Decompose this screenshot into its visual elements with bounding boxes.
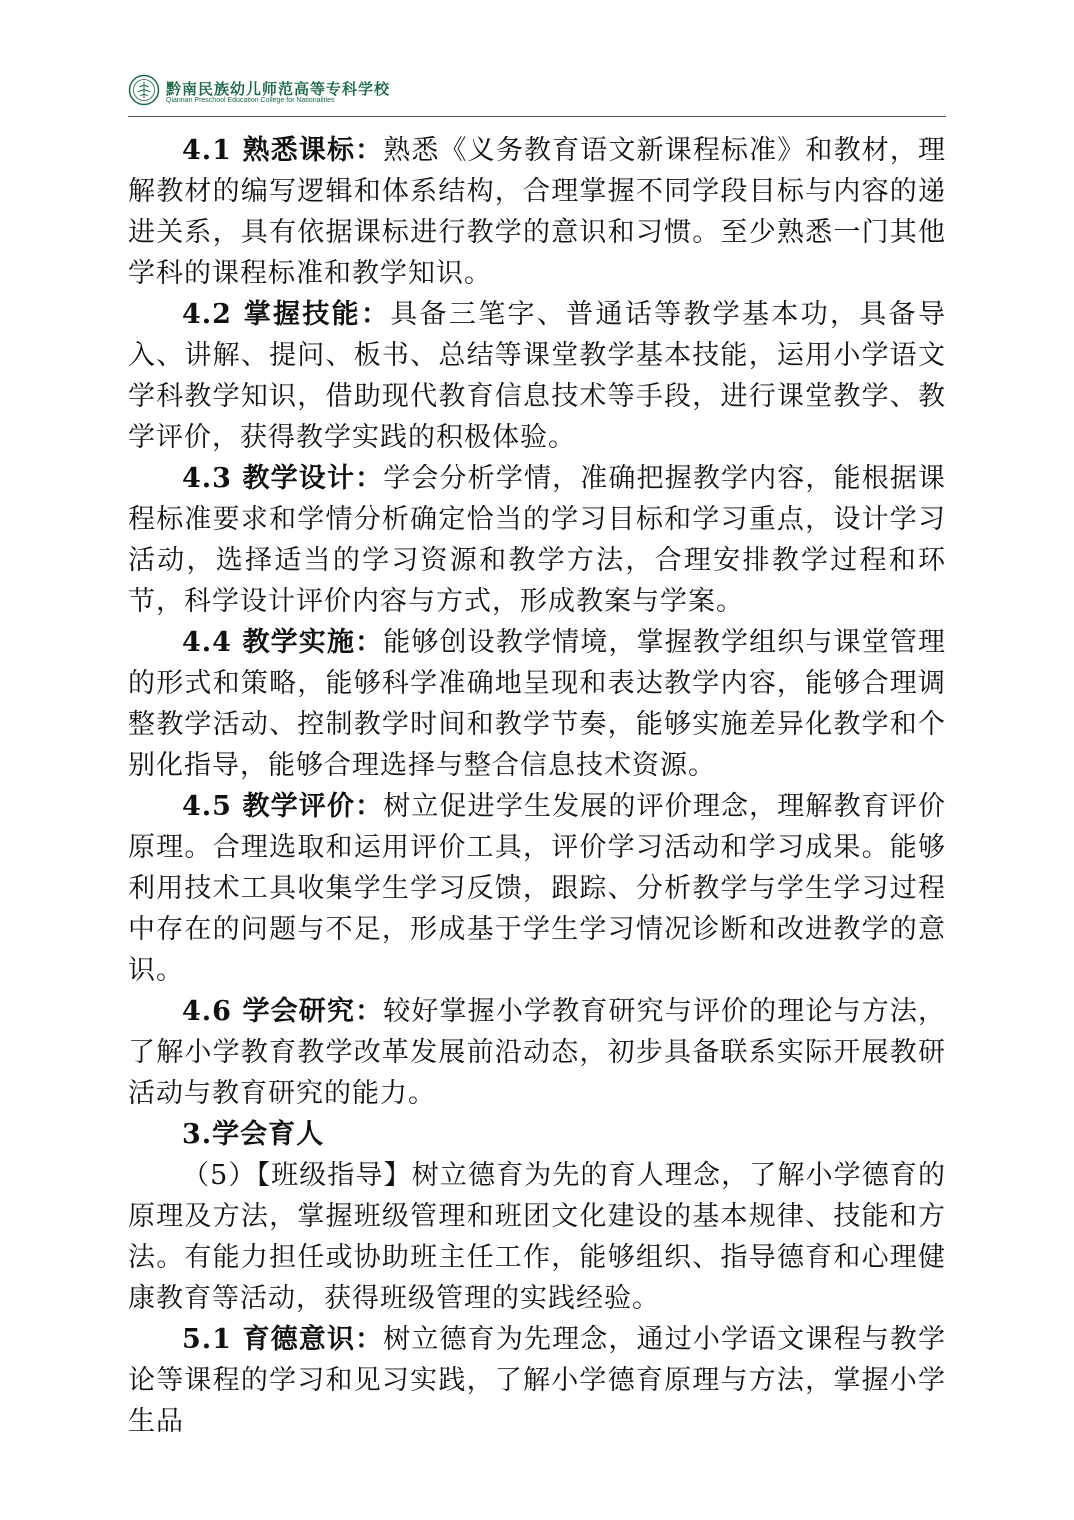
paragraph-text: 能够创设教学情境，掌握教学组织与课堂管理的形式和策略，能够科学准确地呈现和表达教学内容，能够合理调整教学活动、控制教学时间和教学节奏，能够实施差异化教学和个别化指导，能够合理选择与整合信息技术资源。 — [128, 627, 947, 781]
paragraph-heading: 4.4 教学实施： — [182, 627, 384, 658]
paragraph-text: 树立促进学生发展的评价理念，理解教育评价原理。合理选取和运用评价工具，评价学习活动和学习成果。能够利用技术工具收集学生学习反馈，跟踪、分析教学与学生学习过程中存在的问题与不足，形成基于学生学习情况诊断和改进教学的意识。 — [128, 791, 947, 986]
document-body — [128, 130, 946, 1442]
paragraph-heading: 4.6 学会研究： — [182, 996, 384, 1027]
page-header — [128, 70, 946, 117]
paragraph-heading: 4.5 教学评价： — [182, 791, 384, 822]
paragraph — [128, 991, 946, 1114]
school-name-cn: 黔南民族幼儿师范高等专科学校 — [166, 80, 391, 98]
paragraph — [128, 130, 946, 294]
paragraph-heading: 4.1 熟悉课标： — [182, 135, 384, 166]
paragraph-text: 较好掌握小学教育研究与评价的理论与方法，了解小学教育教学改革发展前沿动态，初步具备联系实际开展教研活动与教育研究的能力。 — [128, 996, 947, 1109]
paragraph-heading: 4.3 教学设计： — [182, 463, 384, 494]
paragraph — [128, 1155, 946, 1319]
paragraph-heading: 4.2 掌握技能： — [182, 299, 391, 330]
paragraph-heading: 5.1 育德意识： — [182, 1324, 384, 1355]
paragraph — [128, 458, 946, 622]
school-name-en: Qiannan Preschool Education College for Nationalities — [166, 97, 335, 104]
paragraph — [128, 294, 946, 458]
paragraph-text: （5）【班级指导】树立德育为先的育人理念，了解小学德育的原理及方法，掌握班级管理和班团文化建设的基本规律、技能和方法。有能力担任或协助班主任工作，能够组织、指导德育和心理健康教育等活动，获得班级管理的实践经验。 — [128, 1160, 946, 1314]
paragraph — [128, 786, 946, 991]
section-heading-text: 3.学会育人 — [182, 1119, 325, 1150]
paragraph — [128, 622, 946, 786]
paragraph-text: 树立德育为先理念，通过小学语文课程与教学论等课程的学习和见习实践，了解小学德育原理与方法，掌握小学生品 — [128, 1324, 947, 1437]
paragraph-text: 学会分析学情，准确把握教学内容，能根据课程标准要求和学情分析确定恰当的学习目标和学习重点，设计学习活动，选择适当的学习资源和教学方法，合理安排教学过程和环节，科学设计评价内容与方式，形成教案与学案。 — [128, 463, 947, 617]
paragraph — [128, 1319, 946, 1442]
paragraph-text: 熟悉《义务教育语文新课程标准》和教材，理解教材的编写逻辑和体系结构，合理掌握不同学段目标与内容的递进关系，具有依据课标进行教学的意识和习惯。至少熟悉一门其他学科的课程标准和教学知识。 — [128, 135, 947, 289]
section-heading — [128, 1114, 946, 1155]
paragraph-text: 具备三笔字、普通话等教学基本功，具备导入、讲解、提问、板书、总结等课堂教学基本技能，运用小学语文学科教学知识，借助现代教育信息技术等手段，进行课堂教学、教学评价，获得教学实践的积极体验。 — [128, 299, 946, 453]
school-logo-icon — [128, 74, 160, 106]
